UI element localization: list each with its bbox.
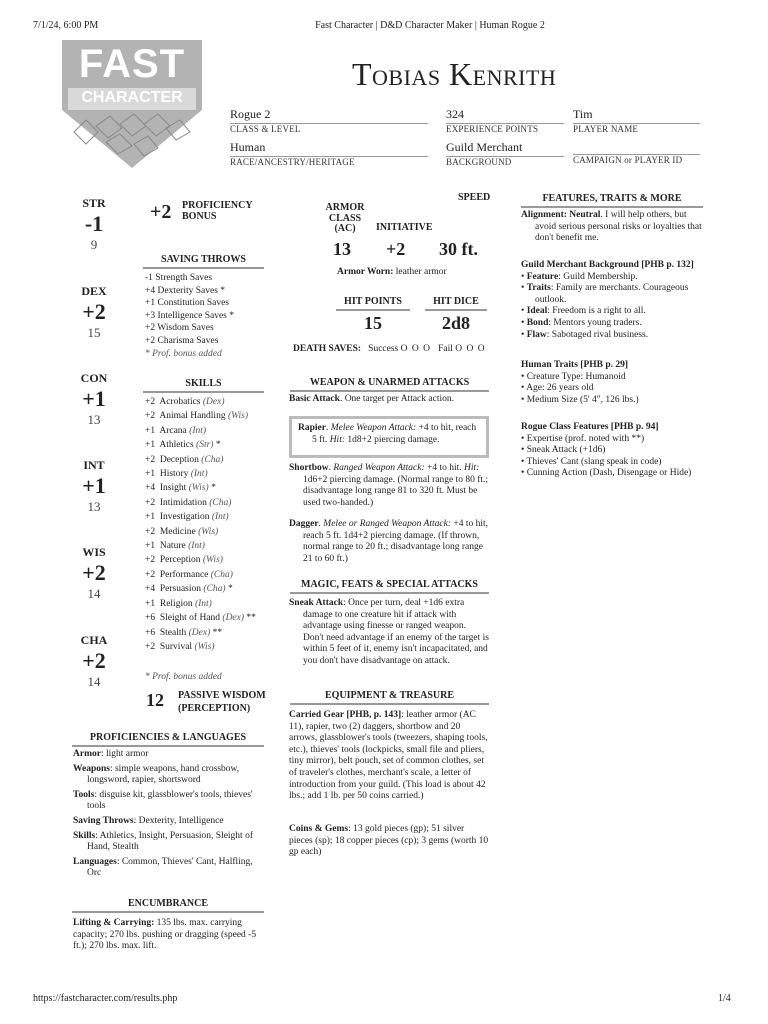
list-item — [145, 568, 256, 582]
skill-star: * — [227, 584, 233, 595]
skill-ability: (Str) — [196, 440, 214, 451]
prof-label: Saving Throws — [73, 815, 134, 826]
race-field — [230, 140, 428, 167]
skill-mod: +2 — [145, 555, 156, 566]
coins-gems — [289, 824, 489, 859]
carried-gear-text: : leather armor (AC 11), rapier, two (2) daggers, shortbow and 20 arrows, glassblower's tools (tweezers, shaping tools, etc.), thieves' tools (lockpicks, small file and pliers, tiny mirror), belt pouch, set of common clothes, set of traveler's clothes, merchant's scale, a letter of introduction from your guild. (This load is about 42 lbs.; add 1 lb. per 50 coins carried.) — [289, 710, 488, 802]
feature-text: : Guild Membership. — [558, 271, 638, 282]
list-item: • Traits: Family are merchants. Courageous outlook. — [521, 283, 689, 305]
list-item — [145, 525, 256, 539]
attack-text: +4 to hit, reach 5 ft. 1d4+2 piercing damage. (If thrown, normal range to 20 ft.; disadvantage long range 21 to 60 ft.) — [303, 519, 489, 564]
death-success-label: Success — [368, 344, 399, 354]
skill-name: Acrobatics — [159, 397, 201, 407]
attack-damage: 1d6+2 piercing damage. (Normal range to 80 ft.; disadvantage long range 81 to 320 ft. Must be used two-handed.) — [303, 474, 489, 508]
weapon-name: Shortbow — [289, 463, 329, 473]
list-item: • Age: 26 years old — [521, 383, 594, 394]
skill-ability: (Cha) — [209, 497, 232, 508]
background-value: Guild Merchant — [446, 140, 564, 157]
ability-score: 9 — [90, 237, 98, 252]
skill-ability: (Wis) — [188, 483, 209, 494]
carried-gear-label: Carried Gear [PHB, p. 143] — [289, 710, 402, 720]
ability-con — [72, 371, 116, 428]
death-success-circles[interactable]: O O O — [400, 344, 431, 354]
prof-label: Armor — [73, 749, 101, 759]
skills-note: * Prof. bonus added — [145, 672, 222, 682]
skills-title: SKILLS — [143, 378, 264, 393]
skill-ability: (Wis) — [194, 641, 215, 652]
hit-dice-value: 2d8 — [441, 313, 470, 333]
ability-name: WIS — [82, 545, 106, 559]
list-item — [73, 816, 268, 828]
weapon-name: Dagger — [289, 519, 319, 529]
initiative-label: INITIATIVE — [376, 222, 433, 233]
list-item — [73, 764, 268, 787]
skill-name: Perception — [159, 555, 201, 566]
skill-name: History — [159, 469, 189, 480]
print-datetime: 7/1/24, 6:00 PM — [33, 20, 99, 31]
death-fail-label: Fail — [438, 344, 453, 354]
ability-modifier: +2 — [82, 648, 106, 673]
xp-field — [446, 107, 564, 134]
skill-mod: +1 — [145, 541, 156, 552]
skill-ability: (Int) — [194, 598, 212, 609]
equipment-title: EQUIPMENT & TREASURE — [290, 690, 489, 705]
skill-ability: (Int) — [190, 469, 208, 480]
feature-label: Feature — [526, 271, 559, 282]
list-item: +3 Intelligence Saves * — [145, 310, 234, 321]
skill-ability: (Cha) — [201, 454, 224, 465]
passive-wisdom-value: 12 — [146, 690, 164, 710]
skill-mod: +2 — [145, 497, 156, 508]
armor-worn-value: leather armor — [393, 267, 447, 277]
ability-int — [72, 458, 116, 515]
rapier-attack: Rapier. Melee Weapon Attack: +4 to hit, reach 5 ft. Hit: 1d8+2 piercing damage. — [298, 423, 477, 445]
skill-name: Persuasion — [159, 584, 202, 595]
sneak-attack-label: Sneak Attack — [289, 598, 344, 608]
list-item — [145, 510, 256, 524]
hit-dice-label: HIT DICE — [425, 296, 487, 311]
feature-label: Bond — [526, 317, 549, 328]
class-level-value: Rogue 2 — [230, 107, 428, 124]
list-item — [145, 539, 256, 553]
print-title: Fast Character | D&D Character Maker | Human Rogue 2 — [315, 20, 545, 31]
skill-ability: (Int) — [211, 512, 229, 523]
speed-value: 30 ft. — [439, 239, 478, 259]
feature-label: Traits — [526, 283, 551, 294]
skill-name: Animal Handling — [159, 411, 226, 422]
feature-text: Expertise (prof. noted with **) — [526, 433, 645, 444]
shortbow-attack: Shortbow. Ranged Weapon Attack: +4 to hit. Hit: 1d6+2 piercing damage. (Normal range to 80 ft.; disadvantage long range 81 to 320 ft. Must be used two-handed.) — [289, 463, 489, 508]
list-item: • Sneak Attack (+1d6) — [521, 445, 606, 456]
hit-points-value: 15 — [364, 313, 382, 333]
list-item — [145, 395, 256, 409]
skill-mod: +4 — [145, 584, 156, 595]
rogue-features-title: Rogue Class Features [PHB p. 94] — [521, 422, 659, 432]
hit-label: Hit: — [329, 434, 345, 445]
death-saves — [293, 344, 486, 354]
race-label: RACE/ANCESTRY/HERITAGE — [230, 157, 355, 167]
list-item: • Creature Type: Humanoid — [521, 371, 626, 382]
skill-name: Investigation — [159, 512, 210, 523]
feature-text: : Mentors young traders. — [548, 317, 642, 328]
proficiency-label-line2: BONUS — [182, 211, 217, 222]
skill-star: * — [211, 483, 216, 494]
ability-name: INT — [83, 458, 105, 472]
skill-name: Sleight of Hand — [159, 613, 221, 624]
magic-title: MAGIC, FEATS & SPECIAL ATTACKS — [290, 579, 489, 594]
ability-modifier: +1 — [82, 473, 106, 498]
proficiency-bonus-label — [182, 200, 253, 222]
player-field — [573, 107, 700, 134]
ability-modifier: +2 — [82, 299, 106, 324]
campaign-label: CAMPAIGN or PLAYER ID — [573, 155, 683, 165]
sneak-attack-text: : Once per turn, deal +1d6 extra damage to one creature hit if attack with advantage using finesse or ranged weapon. Don't need advantage if an enemy of the target is within 5 feet of it, enemy isn't incapacitated, and you don't have disadvantage on attack. — [303, 598, 489, 666]
list-item — [145, 438, 256, 452]
armor-class-label: ARMOR CLASS (AC) — [325, 202, 365, 234]
trait-text: Creature Type: Humanoid — [526, 371, 626, 382]
attack-damage: 1d8+2 piercing damage. — [345, 434, 440, 445]
character-name: Tobias Kenrith — [352, 56, 557, 92]
print-url[interactable]: https://fastcharacter.com/results.php — [33, 993, 178, 1004]
hit-points-label: HIT POINTS — [336, 296, 410, 311]
list-item — [73, 831, 268, 854]
class-level-label: CLASS & LEVEL — [230, 124, 301, 134]
skill-ability: (Cha) — [210, 569, 233, 580]
list-item — [145, 582, 256, 596]
prof-label: Skills — [73, 830, 96, 841]
list-item: • Bond: Mentors young traders. — [521, 317, 642, 328]
print-page-number: 1/4 — [718, 993, 731, 1004]
prof-text: : disguise kit, glassblower's tools, thieves' tools — [87, 789, 253, 812]
skill-ability: (Int) — [189, 425, 207, 436]
feature-text: : Sabotaged rival business. — [546, 329, 649, 340]
trait-text: Age: 26 years old — [526, 383, 594, 394]
list-item — [145, 611, 256, 625]
attack-text: +4 to hit, reach 5 ft. — [312, 423, 477, 445]
list-item — [145, 496, 256, 510]
skill-ability: (Dex) — [202, 397, 225, 407]
skill-ability: (Wis) — [202, 555, 223, 566]
list-item: • Flaw: Sabotaged rival business. — [521, 329, 649, 340]
skill-mod: +2 — [145, 411, 156, 422]
proficiency-bonus-value: +2 — [150, 201, 172, 223]
skills-list — [145, 395, 256, 654]
passive-label-line1: PASSIVE WISDOM — [178, 690, 266, 701]
passive-label-line2: (PERCEPTION) — [178, 703, 251, 714]
encumbrance-text — [73, 918, 268, 953]
player-value: Tim — [573, 107, 700, 124]
feature-text: : Freedom is a right to all. — [547, 306, 646, 317]
skill-ability: (Dex) — [222, 613, 245, 624]
skill-star: * — [215, 440, 221, 451]
skill-mod: +4 — [145, 483, 156, 494]
initiative-value: +2 — [386, 239, 406, 259]
death-saves-label: DEATH SAVES: — [293, 344, 362, 354]
race-value: Human — [230, 140, 428, 157]
list-item — [73, 749, 268, 761]
dagger-attack: Dagger. Melee or Ranged Weapon Attack: +4 to hit, reach 5 ft. 1d4+2 piercing damage. (If thrown, normal range to 20 ft.; disadvantage long range 21 to 60 ft.) — [289, 519, 489, 564]
skill-mod: +1 — [145, 512, 156, 523]
list-item — [145, 424, 256, 438]
list-item: • Thieves' Cant (slang speak in code) — [521, 456, 662, 467]
skill-name: Performance — [159, 569, 209, 580]
skill-mod: +1 — [145, 440, 156, 451]
background-features — [521, 260, 705, 341]
alignment-label: Alignment: Neutral — [521, 210, 601, 220]
encumbrance-label: Lifting & Carrying: — [73, 918, 155, 928]
background-field — [446, 140, 564, 167]
rogue-features — [521, 422, 711, 480]
list-item: • Expertise (prof. noted with **) — [521, 433, 645, 444]
attacks-title: WEAPON & UNARMED ATTACKS — [290, 377, 489, 392]
xp-label: EXPERIENCE POINTS — [446, 124, 539, 134]
list-item: • Ideal: Freedom is a right to all. — [521, 306, 646, 317]
fast-character-logo — [62, 40, 202, 170]
skill-mod: +2 — [145, 641, 156, 652]
list-item — [145, 597, 256, 611]
background-features-title: Guild Merchant Background [PHB p. 132] — [521, 260, 694, 270]
prof-label: Weapons — [73, 763, 110, 774]
attack-text: +4 to hit. — [424, 463, 465, 473]
skill-name: Stealth — [159, 627, 187, 638]
prof-label: Languages — [73, 856, 117, 867]
skill-name: Nature — [159, 541, 186, 552]
death-fail-circles[interactable]: O O O — [455, 344, 486, 354]
skill-name: Athletics — [159, 440, 194, 451]
skill-mod: +2 — [145, 569, 156, 580]
skill-mod: +1 — [145, 469, 156, 480]
ability-score: 13 — [87, 499, 101, 514]
skill-name: Religion — [159, 598, 193, 609]
list-item: +2 Wisdom Saves — [145, 323, 214, 334]
ability-score: 14 — [87, 586, 101, 601]
armor-worn-label: Armor Worn: — [337, 267, 394, 277]
human-traits — [521, 360, 705, 406]
list-item — [145, 467, 256, 481]
ability-dex — [72, 284, 116, 341]
background-label: BACKGROUND — [446, 157, 512, 167]
feature-text: Sneak Attack (+1d6) — [526, 445, 606, 456]
logo-text-fast: FAST — [78, 42, 186, 86]
skill-mod: +1 — [145, 598, 156, 609]
skill-ability: (Int) — [188, 541, 205, 552]
hit-label: Hit: — [464, 463, 480, 473]
skill-name: Insight — [159, 483, 187, 494]
list-item — [73, 857, 268, 880]
skill-name: Arcana — [159, 425, 187, 436]
trait-text: Medium Size (5' 4", 126 lbs.) — [526, 394, 639, 405]
basic-attack-label: Basic Attack — [289, 394, 340, 404]
ability-modifier: -1 — [84, 211, 104, 236]
proficiencies-title: PROFICIENCIES & LANGUAGES — [72, 732, 264, 747]
list-item: • Feature: Guild Membership. — [521, 271, 638, 282]
list-item — [145, 409, 256, 423]
skill-mod: +2 — [145, 526, 156, 537]
list-item: +2 Charisma Saves — [145, 335, 219, 346]
skill-ability: (Wis) — [227, 411, 249, 422]
features-title: FEATURES, TRAITS & MORE — [521, 193, 703, 208]
player-label: PLAYER NAME — [573, 124, 639, 134]
alignment-text: . I will help others, but avoid serious personal risks or loyalties that don't benefit me. — [535, 210, 702, 244]
ability-wis — [72, 545, 116, 602]
skill-ability: (Dex) — [188, 627, 211, 638]
armor-worn — [337, 267, 447, 277]
saving-throws-title: SAVING THROWS — [143, 254, 264, 269]
coins-label: Coins & Gems — [289, 824, 349, 834]
skill-ability: (Cha) — [203, 584, 226, 595]
skill-mod: +2 — [145, 454, 156, 465]
campaign-field — [573, 140, 700, 165]
passive-wisdom-label — [178, 689, 266, 715]
skill-name: Deception — [159, 454, 199, 465]
list-item: +4 Dexterity Saves * — [145, 285, 226, 296]
prof-text: : Dexterity, Intelligence — [133, 815, 224, 826]
attack-type: Melee or Ranged Weapon Attack: — [323, 519, 451, 529]
skill-mod: +6 — [145, 627, 156, 638]
class-level-field — [230, 107, 428, 134]
prof-text: : light armor — [100, 749, 149, 759]
list-item — [145, 640, 256, 654]
list-item — [73, 790, 268, 813]
basic-attack-text: . One target per Attack action. — [339, 394, 454, 404]
speed-label: SPEED — [458, 192, 491, 203]
encumbrance-detail: 135 lbs. max. carrying capacity; 270 lbs. pushing or dragging (speed -5 ft.); 270 lbs. max. lift. — [73, 918, 257, 952]
prof-text: : Common, Thieves' Cant, Halfling, Orc — [87, 856, 253, 879]
ability-score: 15 — [87, 325, 101, 340]
ability-name: DEX — [81, 284, 107, 298]
saving-throws-list — [145, 272, 234, 360]
skill-mod: +2 — [145, 397, 156, 407]
armor-class-value: 13 — [333, 239, 351, 259]
ability-score: 14 — [87, 674, 101, 689]
skill-mod: +6 — [145, 613, 156, 624]
feature-text: Cunning Action (Dash, Disengage or Hide) — [526, 468, 692, 479]
skill-star: ** — [246, 613, 256, 624]
attack-type: Ranged Weapon Attack: — [333, 463, 425, 473]
weapon-name: Rapier — [298, 423, 326, 433]
list-item: • Medium Size (5' 4", 126 lbs.) — [521, 394, 639, 405]
ability-cha — [72, 633, 116, 690]
xp-value: 324 — [446, 107, 564, 124]
skill-name: Intimidation — [159, 497, 207, 508]
saves-note: * Prof. bonus added — [145, 348, 222, 359]
list-item — [145, 453, 256, 467]
feature-label: Flaw — [526, 329, 547, 340]
list-item: -1 Strength Saves — [145, 273, 213, 283]
ability-modifier: +1 — [82, 386, 106, 411]
feature-text: Thieves' Cant (slang speak in code) — [526, 456, 662, 467]
prof-text: : simple weapons, hand crossbow, longsword, rapier, shortsword — [87, 763, 240, 786]
sneak-attack — [289, 598, 489, 668]
skill-mod: +1 — [145, 425, 156, 436]
logo-text-character: CHARACTER — [81, 89, 183, 106]
feature-label: Ideal — [526, 306, 548, 317]
encumbrance-title: ENCUMBRANCE — [72, 898, 264, 913]
list-item — [145, 481, 256, 495]
proficiency-label-line1: PROFICIENCY — [182, 200, 253, 211]
human-traits-title: Human Traits [PHB p. 29] — [521, 360, 629, 370]
list-item — [145, 553, 256, 567]
list-item: +1 Constitution Saves — [145, 298, 230, 309]
ability-name: STR — [82, 196, 106, 210]
skill-ability: (Wis) — [198, 526, 219, 537]
skill-name: Medicine — [159, 526, 196, 537]
list-item — [145, 626, 256, 640]
skill-name: Survival — [159, 641, 193, 652]
prof-text: : Athletics, Insight, Persuasion, Sleight of Hand, Stealth — [87, 830, 253, 853]
ability-score: 13 — [87, 412, 101, 427]
ability-name: CON — [80, 371, 108, 385]
feature-text: : Family are merchants. Courageous outlook. — [535, 283, 689, 305]
basic-attack — [289, 394, 489, 406]
carried-gear — [289, 710, 489, 803]
campaign-value — [573, 140, 700, 155]
ability-name: CHA — [80, 633, 108, 647]
coins-text: : 13 gold pieces (gp); 51 silver pieces (sp); 18 copper pieces (cp); 3 gems (worth 10 gp each) — [289, 824, 489, 858]
skill-star: ** — [212, 627, 223, 638]
prof-label: Tools — [73, 789, 95, 800]
proficiencies-list — [73, 749, 268, 883]
list-item: • Cunning Action (Dash, Disengage or Hide) — [521, 468, 692, 479]
alignment — [521, 210, 705, 245]
attack-type: Melee Weapon Attack: — [330, 423, 417, 433]
ability-str — [72, 196, 116, 253]
rapier-attack-box — [289, 416, 489, 458]
ability-modifier: +2 — [82, 560, 106, 585]
